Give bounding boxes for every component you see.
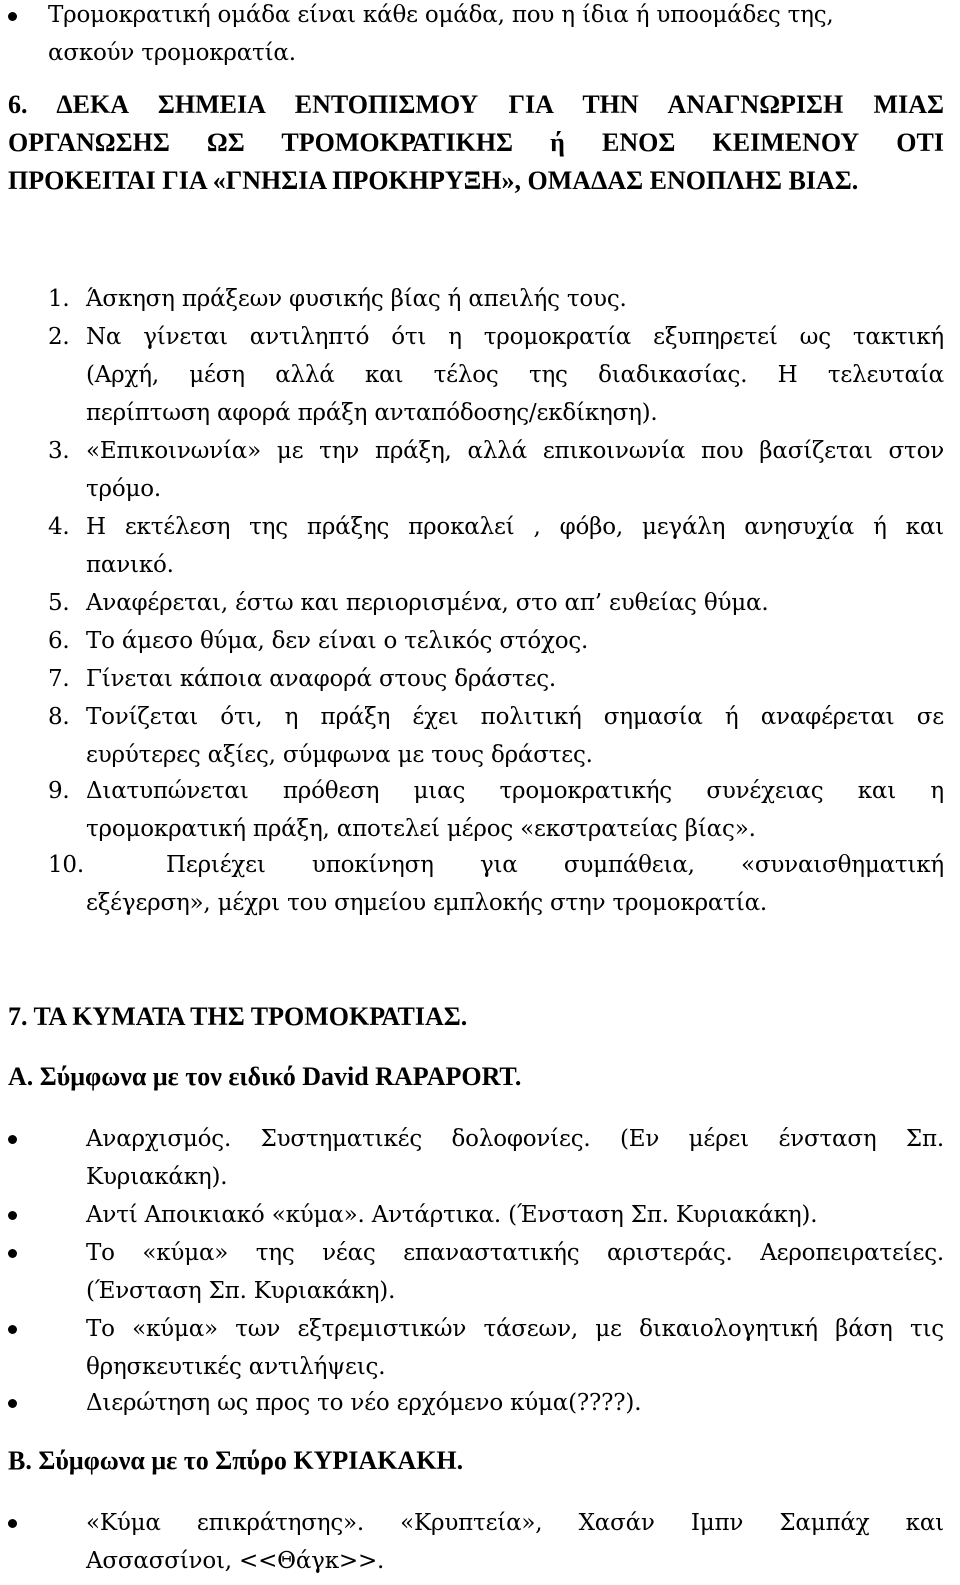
list-item-line: τρομοκρατική πράξη, αποτελεί μέρος «εκστρατείας βίας». xyxy=(86,816,756,842)
intro-bullet-line1: Τρομοκρατική ομάδα είναι κάθε ομάδα, που η ίδια ή υποομάδες της, xyxy=(48,2,834,28)
list-item-number: 1. xyxy=(48,286,70,312)
bullet-icon xyxy=(8,1249,22,1263)
list-item-line: «Επικοινωνία» με την πράξη, αλλά επικοινωνία που βασίζεται στον xyxy=(86,438,944,464)
list-item-line: Αναφέρεται, έστω και περιορισμένα, στο απ’ ευθείας θύμα. xyxy=(86,590,769,616)
list-item-line: Διατυπώνεται πρόθεση μιας τρομοκρατικής συνέχειας και η xyxy=(86,778,944,804)
list-item-line: Αντί Αποικιακό «κύμα». Αντάρτικα. (Ένσταση Σπ. Κυριακάκη). xyxy=(86,1202,818,1228)
section6-heading-line3: ΠΡΟΚΕΙΤΑΙ ΓΙΑ «ΓΝΗΣΙΑ ΠΡΟΚΗΡΥΞΗ», ΟΜΑΔΑΣ ΕΝΟΠΛΗΣ ΒΙΑΣ. xyxy=(8,166,859,195)
list-item-line: (Ένσταση Σπ. Κυριακάκη). xyxy=(86,1278,396,1304)
list-item-number: 3. xyxy=(48,438,70,464)
list-item-line: Διερώτηση ως προς το νέο ερχόμενο κύμα(????). xyxy=(86,1390,642,1416)
list-item-line: Ασσασσίνοι, <<Θάγκ>>. xyxy=(86,1548,385,1574)
section6-heading-line2: ΟΡΓΑΝΩΣΗΣ ΩΣ ΤΡΟΜΟΚΡΑΤΙΚΗΣ ή ΕΝΟΣ ΚΕΙΜΕΝΟΥ ΟΤΙ xyxy=(8,128,944,157)
list-item-line: Άσκηση πράξεων φυσικής βίας ή απειλής τους. xyxy=(86,286,627,312)
list-item-line: Να γίνεται αντιληπτό ότι η τρομοκρατία εξυπηρετεί ως τακτική xyxy=(86,324,944,350)
list-item-number: 6. xyxy=(48,628,70,654)
bullet-icon xyxy=(8,1399,22,1413)
list-item-line: Κυριακάκη). xyxy=(86,1164,228,1190)
list-item-number: 7. xyxy=(48,666,70,692)
list-item-line: Περιέχει υποκίνηση για συμπάθεια, «συναισθηματική xyxy=(166,852,944,878)
list-item-line: Τονίζεται ότι, η πράξη έχει πολιτική σημασία ή αναφέρεται σε xyxy=(86,704,944,730)
list-item-line: πανικό. xyxy=(86,552,174,578)
list-item-line: «Κύμα επικράτησης». «Κρυπτεία», Χασάν Ιμπν Σαμπάχ και xyxy=(86,1510,944,1536)
bullet-icon xyxy=(8,1325,22,1339)
list-item-number: 4. xyxy=(48,514,70,540)
list-item-number: 8. xyxy=(48,704,70,730)
bullet-icon xyxy=(8,12,22,26)
section7-subheading-b: Β. Σύμφωνα με το Σπύρο ΚΥΡΙΑΚΑΚΗ. xyxy=(8,1446,464,1475)
section7-subheading-a: Α. Σύμφωνα με τον ειδικό David RAPAPORT. xyxy=(8,1062,522,1091)
list-item-line: (Αρχή, μέση αλλά και τέλος της διαδικασίας. Η τελευταία xyxy=(86,362,944,388)
list-item-line: θρησκευτικές αντιλήψεις. xyxy=(86,1354,386,1380)
list-item-line: Το «κύμα» των εξτρεμιστικών τάσεων, με δικαιολογητική βάση τις xyxy=(86,1316,944,1342)
section6-heading-line1: 6. ΔΕΚΑ ΣΗΜΕΙΑ ΕΝΤΟΠΙΣΜΟΥ ΓΙΑ ΤΗΝ ΑΝΑΓΝΩΡΙΣΗ ΜΙΑΣ xyxy=(8,90,944,119)
list-item-line: Η εκτέλεση της πράξης προκαλεί , φόβο, μεγάλη ανησυχία ή και xyxy=(86,514,944,540)
list-item-line: περίπτωση αφορά πράξη ανταπόδοσης/εκδίκηση). xyxy=(86,400,658,426)
list-item-line: εξέγερση», μέχρι του σημείου εμπλοκής στην τρομοκρατία. xyxy=(86,890,768,916)
list-item-line: Γίνεται κάποια αναφορά στους δράστες. xyxy=(86,666,557,692)
list-item-line: Αναρχισμός. Συστηματικές δολοφονίες. (Εν μέρει ένσταση Σπ. xyxy=(86,1126,944,1152)
list-item-line: ευρύτερες αξίες, σύμφωνα με τους δράστες. xyxy=(86,742,593,768)
list-item-line: Το «κύμα» της νέας επαναστατικής αριστεράς. Αεροπειρατείες. xyxy=(86,1240,944,1266)
bullet-icon xyxy=(8,1135,22,1149)
list-item-number: 2. xyxy=(48,324,70,350)
bullet-icon xyxy=(8,1519,22,1533)
list-item-number: 10. xyxy=(48,852,84,878)
intro-bullet-line2: ασκούν τρομοκρατία. xyxy=(48,40,296,66)
list-item-line: Το άμεσο θύμα, δεν είναι ο τελικός στόχος. xyxy=(86,628,589,654)
list-item-number: 9. xyxy=(48,778,70,804)
section7-heading: 7. ΤΑ ΚΥΜΑΤΑ ΤΗΣ ΤΡΟΜΟΚΡΑΤΙΑΣ. xyxy=(8,1002,468,1031)
list-item-line: τρόμο. xyxy=(86,476,161,502)
bullet-icon xyxy=(8,1211,22,1225)
list-item-number: 5. xyxy=(48,590,70,616)
